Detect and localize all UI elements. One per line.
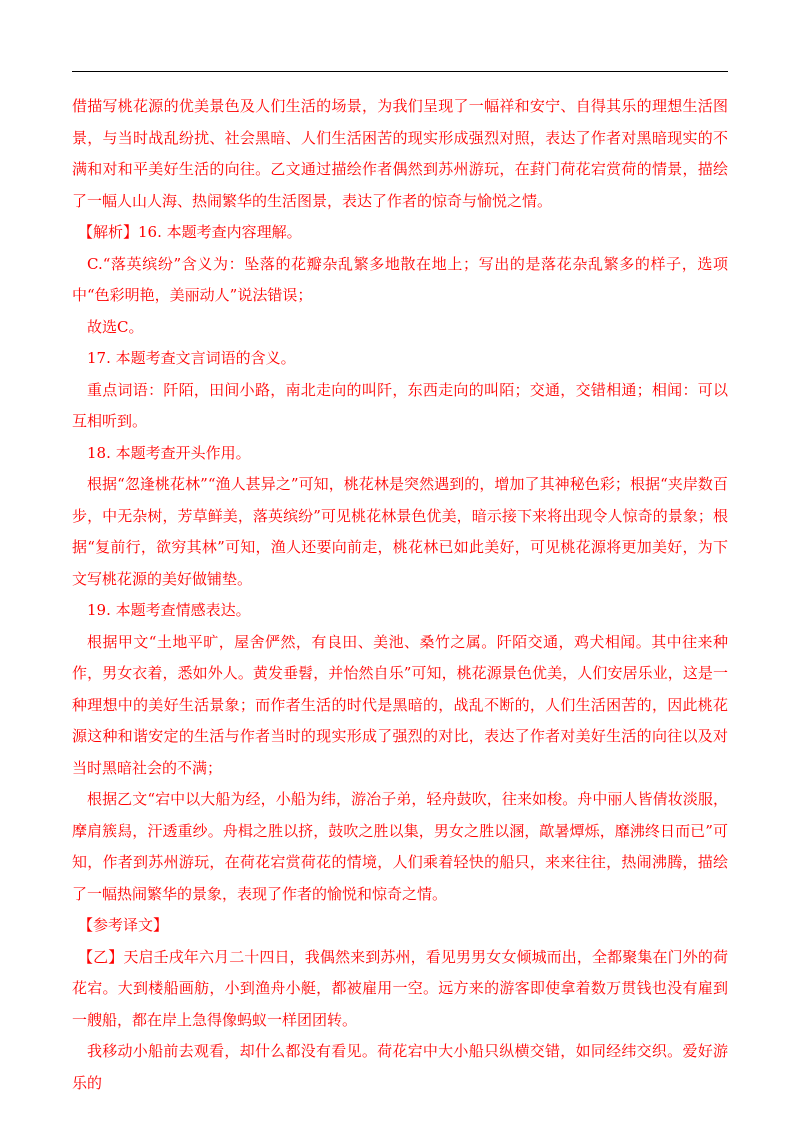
paragraph-q19-text-a: 根据甲文“土地平旷，屋舍俨然，有良田、美池、桑竹之属。阡陌交通，鸡犬相闻。其中往来种作，男女衣着，悉如外人。黄发垂髫，并怡然自乐”可知，桃花源景色优美，人们安居乐业，这是一种理想中的美好生活景象；而作者生活的时代是黑暗的，战乱不断的，人们生活困苦的，因此桃花源这种和谐安定的生活与作者当时的现实形成了强烈的对比，表达了作者对美好生活的向往以及对当时黑暗社会的不满； [72,632,728,777]
paragraph-summary-continuation: 借描写桃花源的优美景色及人们生活的场景，为我们呈现了一幅祥和安宁、自得其乐的理想生活图景，与当时战乱纷扰、社会黑暗、人们生活困苦的现实形成强烈对照，表达了作者对黑暗现实的不满和对和平美好生活的向往。乙文通过描绘作者偶然到苏州游玩，在葑门荷花宕赏荷的情景，描绘了一幅人山人海、热闹繁华的生活图景，表达了作者的惊奇与愉悦之情。 [72,97,728,210]
paragraph-q17-answer: 重点词语：阡陌，田间小路，南北走向的叫阡，东西走向的叫陌；交通，交错相通；相闻：可以互相听到。 [72,380,728,430]
header-rule [72,71,728,72]
paragraph-q16-choice: 故选C。 [87,317,144,336]
question-heading-17: 17. 本题考查文言词语的含义。 [87,349,296,367]
question-heading-18: 18. 本题考查开头作用。 [87,443,251,462]
paragraph-q19-text-b: 根据乙文“宕中以大船为经，小船为纬，游冶子弟，轻舟鼓吹，往来如梭。舟中丽人皆倩妆淡服，摩肩簇舄，汗透重纱。舟楫之胜以挤，鼓吹之胜以集，男女之胜以溷，歊暑燂烁，靡沸终日而已”可知，作者到苏州游玩，在荷花宕赏荷花的情境，人们乘着轻快的船只，来来往往，热闹沸腾，描绘了一幅热闹繁华的景象，表现了作者的愉悦和惊奇之情。 [72,790,728,903]
paragraph-q16-answer: C.“落英缤纷”含义为：坠落的花瓣杂乱繁多地散在地上；写出的是落花杂乱繁多的样子，选项中“色彩明艳，美丽动人”说法错误； [72,254,728,304]
document-body [72,91,728,1099]
paragraph-translation-1: 【乙】天启壬戌年六月二十四日，我偶然来到苏州，看见男男女女倾城而出，全都聚集在门外的荷花宕。大到楼船画舫，小到渔舟小艇，都被雇用一空。远方来的游客即使拿着数万贯钱也没有雇到一艘船，都在岸上急得像蚂蚁一样团团转。 [72,947,728,1029]
question-heading-19: 19. 本题考查情感表达。 [87,601,251,619]
section-heading-translation: 【参考译文】 [78,916,169,934]
section-heading-analysis: 【解析】16. 本题考查内容理解。 [78,223,302,241]
paragraph-q18-answer: 根据“忽逢桃花林”“渔人甚异之”可知，桃花林是突然遇到的，增加了其神秘色彩；根据“夹岸数百步，中无杂树，芳草鲜美，落英缤纷”可见桃花林景色优美，暗示接下来将出现令人惊奇的景象；根据“复前行，欲穷其林”可知，渔人还要向前走，桃花林已如此美好，可见桃花源将更加美好，为下文写桃花源的美好做铺垫。 [72,475,728,588]
paragraph-translation-2: 我移动小船前去观看，却什么都没有看见。荷花宕中大小船只纵横交错，如同经纬交织。爱好游乐的 [72,1042,728,1092]
